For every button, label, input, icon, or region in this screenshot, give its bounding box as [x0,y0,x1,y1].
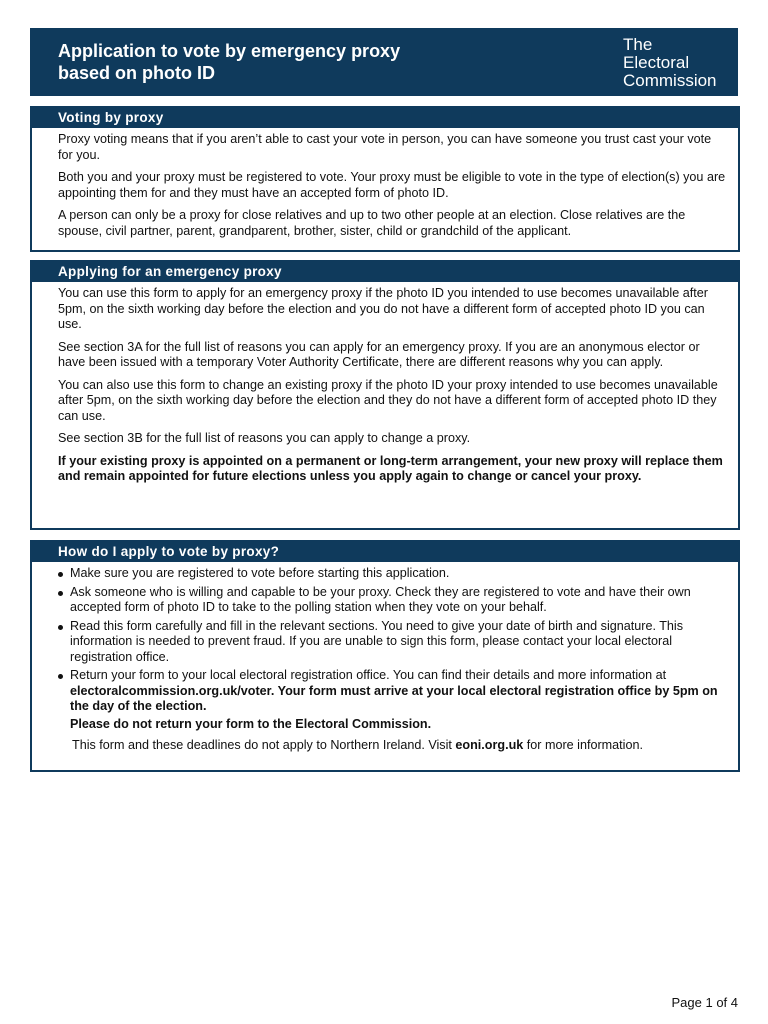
footnote-text: This form and these deadlines do not apply to Northern Ireland. Visit [72,738,456,752]
page-number: Page 1 of 4 [671,995,738,1010]
section-heading: How do I apply to vote by proxy? [32,542,738,562]
form-title-line-2: based on photo ID [58,63,215,83]
list-item [58,619,728,666]
electoral-commission-logo [623,36,717,90]
bullet-icon [58,674,63,679]
deadline-text: Your form must arrive at your local electoral registration office by 5pm on the day of the election. [70,683,718,713]
page-header [30,28,738,96]
section-body [32,128,738,245]
bold-paragraph: If your existing proxy is appointed on a permanent or long-term arrangement, your new proxy will replace them and remain appointed for future elections unless you apply again to change or cancel your proxy. [58,453,723,483]
paragraph: You can use this form to apply for an emergency proxy if the photo ID you intended to use becomes unavailable after 5pm, on the sixth working day before the election and you do not have a different form of accepted photo ID you can use. [58,286,708,331]
list-item-text: Make sure you are registered to vote before starting this application. [70,566,450,580]
paragraph: A person can only be a proxy for close relatives and up to two other people at an election. Close relatives are the spouse, civil partner, parent, grandparent, brother, sister, child or grandchild of the applicant. [58,208,686,238]
paragraph: See section 3B for the full list of reasons you can apply to change a proxy. [58,431,471,445]
paragraph: Both you and your proxy must be registered to vote. Your proxy must be eligible to vote in the type of election(s) you are appointing them for and they must have an accepted form of photo ID. [58,170,726,200]
logo-line-1: The [623,35,653,54]
list-item-text: Return your form to your local electoral registration office. You can find their details and more information at [70,668,667,682]
list-item [58,566,728,582]
voting-by-proxy-section [30,106,740,252]
section-heading: Applying for an emergency proxy [32,262,738,282]
bullet-icon [58,591,63,596]
list-item-text: Ask someone who is willing and capable to be your proxy. Check they are registered to vote and have their own accepted form of photo ID to take to the polling station when they vote on your behalf. [70,584,691,614]
paragraph: See section 3A for the full list of reasons you can apply for an emergency proxy. If you are an anonymous elector or have been issued with a temporary Voter Authority Certificate, there are different reasons why you can apply. [58,339,700,369]
bullet-icon [58,625,63,630]
voter-link[interactable]: electoralcommission.org.uk/voter. [70,683,275,698]
northern-ireland-note [58,738,728,754]
logo-line-3: Commission [623,71,717,90]
list-item [58,668,728,732]
section-body [32,562,738,758]
bullet-icon [58,572,63,577]
return-note: Please do not return your form to the Electoral Commission. [70,716,432,731]
how-to-apply-section [30,540,740,772]
list-item-text: Read this form carefully and fill in the relevant sections. You need to give your date of birth and signature. This information is needed to prevent fraud. If you are unable to sign this form, please contact your local electoral registration office. [70,618,684,664]
footnote-end: for more information. [523,738,643,752]
instruction-list [58,566,728,732]
logo-line-2: Electoral [623,53,690,72]
form-title [58,40,528,84]
paragraph: Proxy voting means that if you aren’t able to cast your vote in person, you can have someone you trust cast your vote for you. [58,132,712,162]
section-heading: Voting by proxy [32,108,738,128]
form-title-line-1: Application to vote by emergency proxy [58,41,401,61]
eoni-link[interactable]: eoni.org.uk [455,738,524,752]
paragraph: You can also use this form to change an existing proxy if the photo ID your proxy intended to use becomes unavailable after 5pm, on the sixth working day before the election and they do not have a different form of accepted photo ID they can use. [58,377,718,423]
section-body [32,282,738,491]
list-item [58,585,728,616]
emergency-proxy-section [30,260,740,530]
